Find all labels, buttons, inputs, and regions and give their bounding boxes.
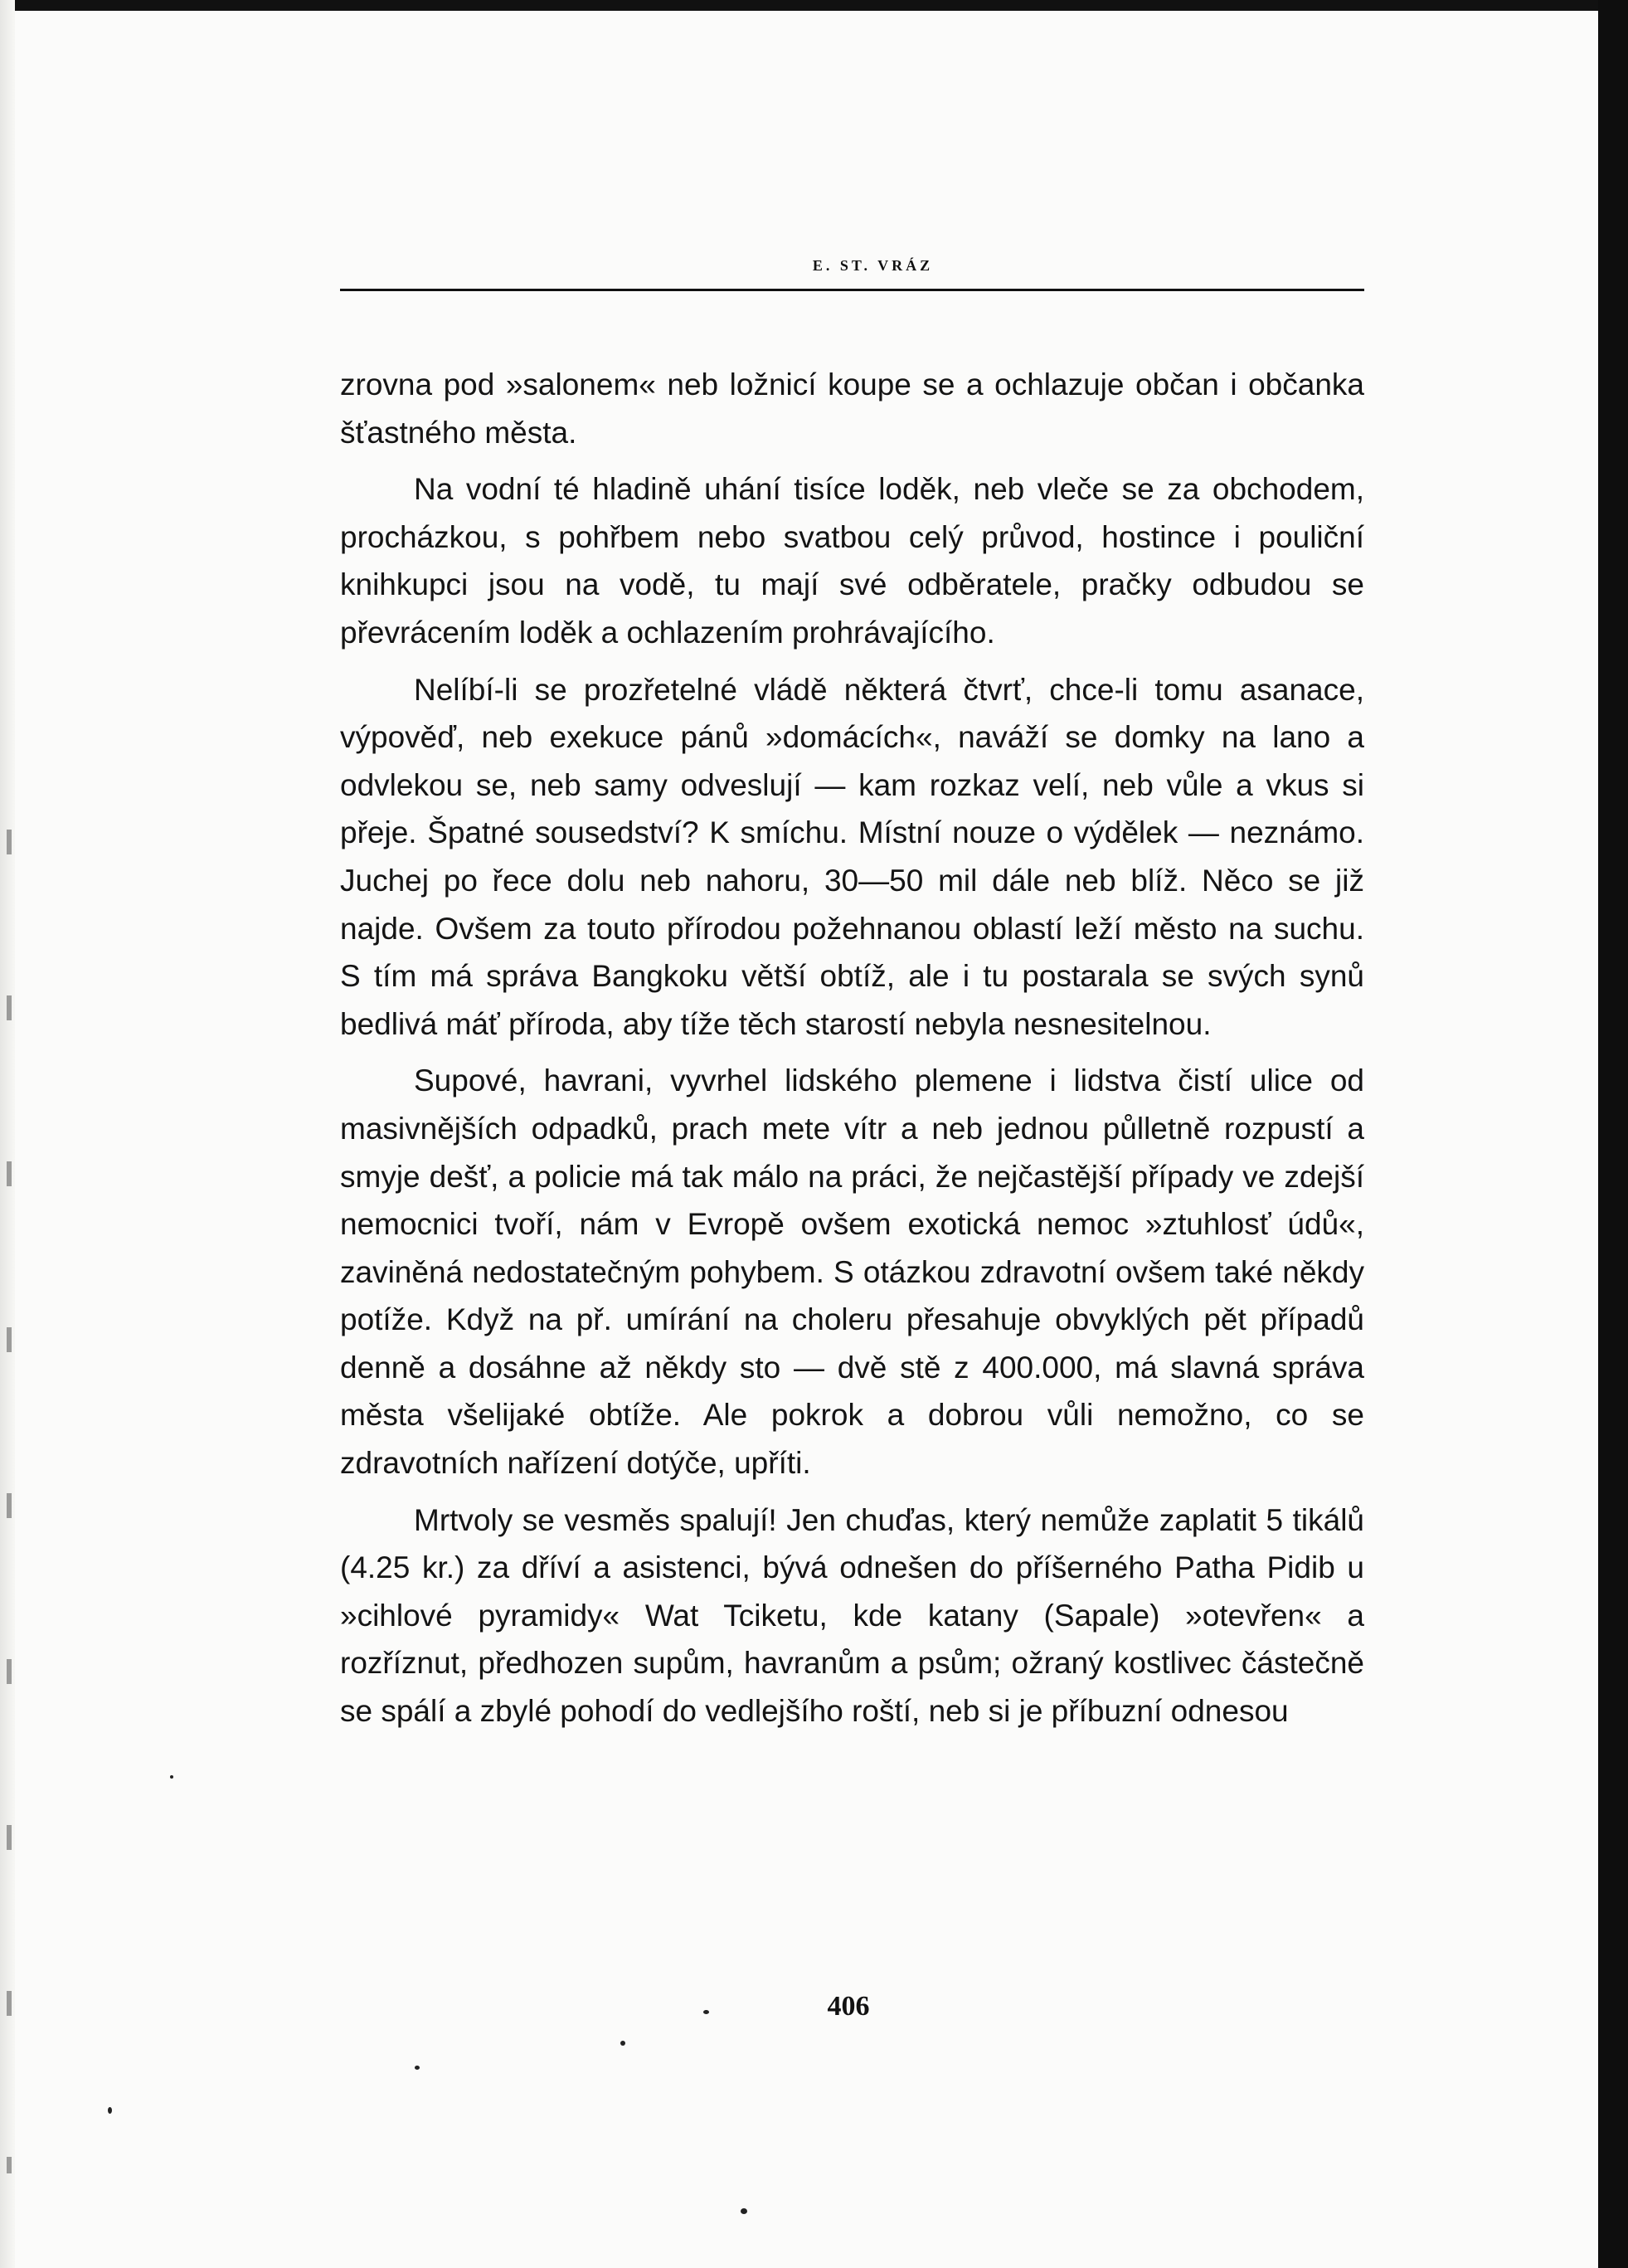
paragraph: Supové, havrani, vyvrhel lidského plemene i lidstva čistí ulice od masivnějších odpadků, prach mete vítr a neb jednou půlletně rozpustí a smyje dešť, a policie má tak málo na práci, že nejčastější případy ve zdejší nemocnici tvoří, nám v Evropě ovšem exotická nemoc »ztuhlosť údů«, zaviněná nedostatečným pohybem. S otázkou zdravotní ovšem také někdy potíže. Když na př. umírání na choleru přesahuje obvyklých pět případů denně a dosáhne až někdy sto — dvě stě z 400.000, má slavná správa města všelijaké obtíže. Ale pokrok a dobrou vůli nemožno, co se zdravotních nařízení dotýče, upříti.: [340, 1063, 1364, 1481]
body-text: [340, 361, 1364, 1735]
ink-speck: [741, 2208, 747, 2214]
ink-speck: [620, 2041, 625, 2046]
running-head: E. ST. VRÁZ: [812, 257, 934, 274]
header-rule: [340, 289, 1364, 291]
ink-speck: [170, 1775, 173, 1779]
paragraph: Nelíbí-li se prozřetelné vládě některá čtvrť, chce-li tomu asanace, výpověď, neb exekuce pánů »domácích«, naváží se domky na lano a odvlekou se, neb samy odveslují — kam rozkaz velí, neb vůle a vkus si přeje. Špatné sousedství? K smíchu. Místní nouze o výdělek — neznámo. Juchej po řece dolu neb nahoru, 30—50 mil dále neb blíž. Něco se již najde. Ovšem za touto přírodou požehnanou oblastí leží město na suchu. S tím má správa Bangkoku větší obtíž, ale i tu postarala se svých synů bedlivá máť příroda, aby tíže těch starostí nebyla nesnesitelnou.: [340, 672, 1364, 1041]
ink-speck: [703, 2010, 709, 2014]
scan-right-border: [1598, 0, 1628, 2268]
paragraph: Mrtvoly se vesměs spalují! Jen chuďas, který nemůže zaplatit 5 tikálů (4.25 kr.) za dříví a asistenci, bývá odnešen do příšerného Patha Pidib u »cihlové pyramidy« Wat Tciketu, kde katany (Sapale) »otevřen« a rozříznut, předhozen supům, havranům a psům; ožraný kostlivec částečně se spálí a zbylé pohodí do vedlejšího roští, neb si je příbuzní odnesou: [340, 1502, 1364, 1729]
paragraph: zrovna pod »salonem« neb ložnicí koupe se a ochlazuje občan i občanka šťastného města.: [340, 367, 1364, 450]
ink-speck: [415, 2066, 420, 2070]
paragraph: Na vodní té hladině uhání tisíce loděk, neb vleče se za obchodem, procházkou, s pohřbem nebo svatbou celý průvod, hostince i pouliční knihkupci jsou na vodě, tu mají své odběratele, pračky odbudou se převrácením loděk a ochlazením prohrávajícího.: [340, 472, 1364, 650]
book-page: [340, 249, 1364, 1745]
binding-marks: [7, 763, 12, 2173]
ink-speck: [108, 2107, 112, 2114]
scan-top-border: [0, 0, 1628, 11]
page-number: 406: [827, 1991, 870, 2022]
